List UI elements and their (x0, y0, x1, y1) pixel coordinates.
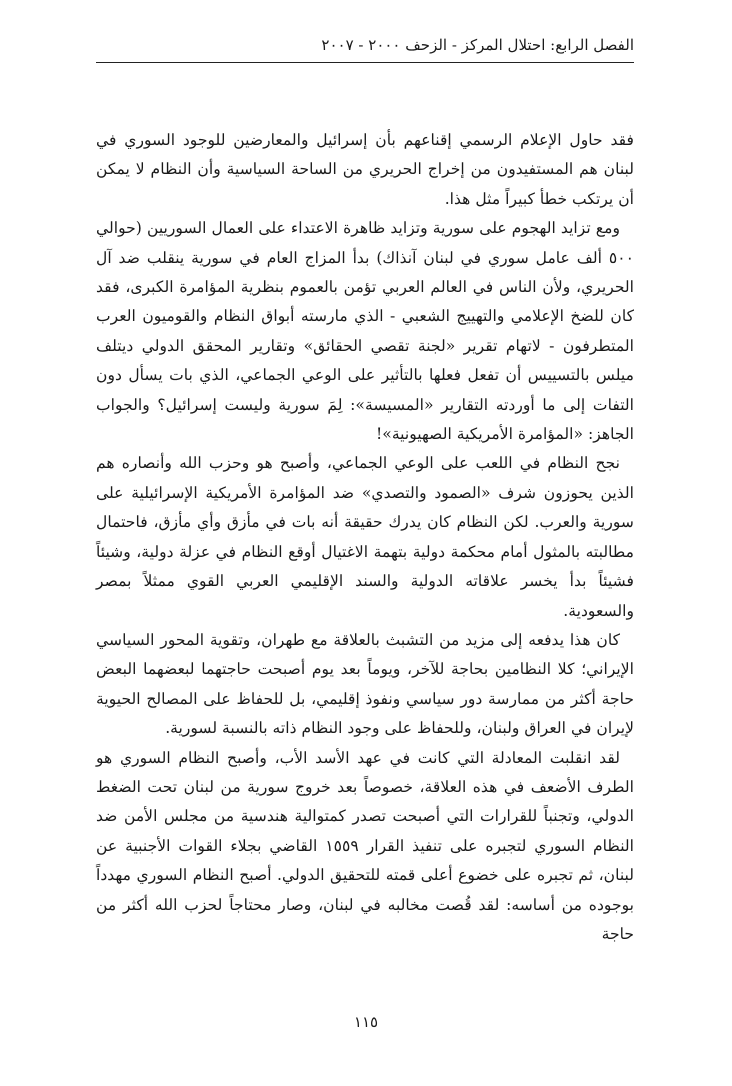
header-rule (96, 62, 634, 63)
paragraph: نجح النظام في اللعب على الوعي الجماعي، وأصبح هو وحزب الله وأنصاره هم الذين يحوزون شرف «الصمود والتصدي» ضد المؤامرة الأمريكية الإسرائيلية على سورية والعرب. لكن النظام كان يدرك حقيقة أنه بات في مأزق وأي مأزق، فاحتمال مطالبته بالمثول أمام محكمة دولية بتهمة الاغتيال أوقع النظام في عزلة دولية، وشيئاً فشيئاً بدأ يخسر علاقاته الدولية والسند الإقليمي العربي القوي ممثلاً بمصر والسعودية. (96, 454, 634, 620)
page-number: ١١٥ (353, 1013, 379, 1031)
paragraph: لقد انقلبت المعادلة التي كانت في عهد الأسد الأب، وأصبح النظام السوري هو الطرف الأضعف في هذه العلاقة، خصوصاً بعد خروج سورية من لبنان تحت الضغط الدولي، وتجنباً للقرارات التي أصبحت تصدر كمتوالية هندسية من مجلس الأمن ضد النظام السوري لتجبره على تنفيذ القرار ١٥٥٩ القاضي بجلاء القوات الأجنبية عن لبنان، ثم تجبره على خضوع أعلى قمته للتحقيق الدولي. أصبح النظام السوري مهدداً بوجوده من أساسه: لقد قُصت مخالبه في لبنان، وصار محتاجاً لحزب الله أكثر من حاجة (96, 748, 634, 943)
paragraph: فقد حاول الإعلام الرسمي إقناعهم بأن إسرائيل والمعارضين للوجود السوري في لبنان هم المستفيدون من إخراج الحريري من الساحة السياسية وأن النظام لا يمكن أن يرتكب خطأ كبيراً مثل هذا. (96, 131, 634, 208)
body-text (96, 126, 634, 949)
paragraph: كان هذا يدفعه إلى مزيد من التشبث بالعلاقة مع طهران، وتقوية المحور السياسي الإيراني؛ كلا النظامين بحاجة للآخر، ويوماً بعد يوم أصبحت حاجتهما لبعضهما البعض حاجة أكثر من ممارسة دور سياسي ونفوذ إقليمي، بل للحفاظ على المصالح الحيوية لإيران في العراق ولبنان، وللحفاظ على وجود النظام ذاته بالنسبة لسورية. (96, 630, 634, 738)
running-header: الفصل الرابع: احتلال المركز - الزحف ٢٠٠٠ - ٢٠٠٧ (321, 36, 634, 54)
paragraph: ومع تزايد الهجوم على سورية وتزايد ظاهرة الاعتداء على العمال السوريين (حوالي ٥٠٠ ألف عامل سوري في لبنان آنذاك) بدأ المزاج العام في سورية ينقلب ضد آل الحريري، ولأن الناس في العالم العربي تؤمن بالعموم بنظرية المؤامرة الكبرى، فقد كان للضخ الإعلامي والتهييج الشعبي - الذي مارسته أبواق النظام والقوميون العرب المتطرفون - لاتهام تقرير «لجنة تقصي الحقائق» وتقارير المحقق الدولي ديتلف ميلس بالتسييس أن تفعل فعلها بالتأثير على الوعي الجماعي، الذي بات يسأل دون التفات إلى ما أوردته التقارير «المسيسة»: لِمَ سورية وليست إسرائيل؟ والجواب الجاهز: «المؤامرة الأمريكية الصهيونية»! (96, 219, 634, 444)
